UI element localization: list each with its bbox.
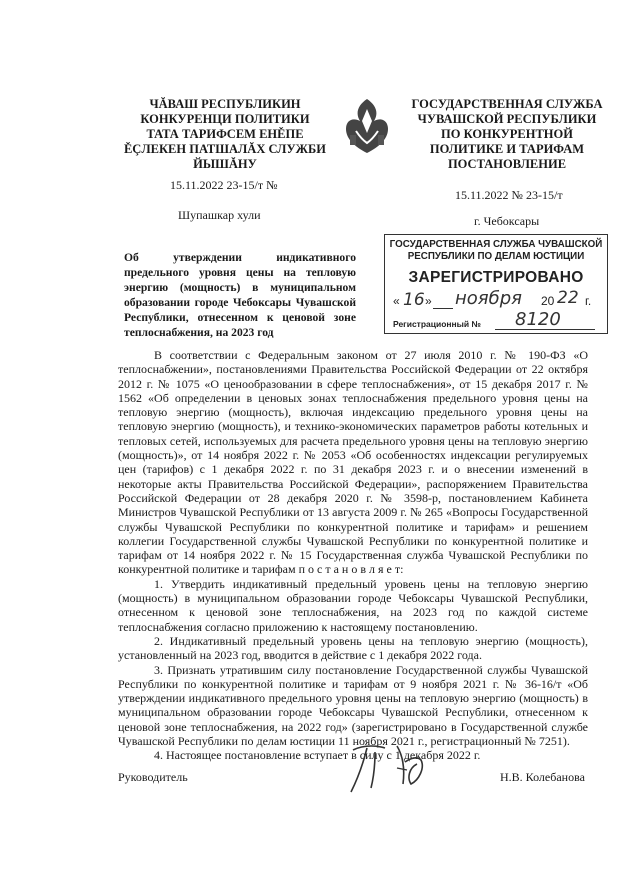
- signatory-title: Руководитель: [118, 770, 188, 784]
- header-left-date: 15.11.2022 23-15/т №: [170, 178, 278, 192]
- registration-stamp: [384, 234, 608, 334]
- header-left-city: Шупашкар хули: [178, 208, 261, 222]
- stamp-quote-open: «: [393, 294, 400, 308]
- body-paragraph: 4. Настоящее постановление вступает в силу с 1 декабря 2022 г.: [154, 748, 481, 763]
- stamp-organization: ГОСУДАРСТВЕННАЯ СЛУЖБА ЧУВАШСКОЙ РЕСПУБЛИКИ ПО ДЕЛАМ ЮСТИЦИИ: [389, 239, 603, 262]
- stamp-day: 16: [403, 290, 425, 310]
- body-paragraph: 3. Признать утратившим силу постановление Государственной службы Чувашской Республики по конкурентной политике и тарифам от 9 ноября 2021 г. № 36-16/т «Об утверждении индикативного предельного уровня цены на тепловую энергию (мощность) в муниципальном образовании городе Чебоксары Чувашской Республики, отнесенном к ценовой зоне теплоснабжения, на 2022 год» (зарегистрировано в Государственной службе Чувашской Республики по делам юстиции 11 ноября 2021 г., регистрационный № 7251).: [118, 662, 588, 749]
- stamp-year-unit: г.: [585, 294, 592, 308]
- body-paragraph: 1. Утвердить индикативный предельный уровень цены на тепловую энергию (мощность) в муниципальном образовании городе Чебоксары Чувашской Республики, отнесенном к ценовой зоне теплоснабжения, на 2023 год по каждой системе теплоснабжения согласно приложению к настоящему постановлению.: [118, 576, 588, 634]
- stamp-number-row: [391, 309, 601, 333]
- stamp-reg-label: Регистрационный №: [393, 319, 481, 329]
- emblem-icon: [338, 95, 396, 157]
- stamp-year-prefix: 20: [541, 294, 555, 308]
- handwritten-signature: [345, 738, 445, 798]
- header-left-line: ЙЫШĂНУ: [193, 157, 257, 171]
- signatory-name: Н.В. Колебанова: [500, 770, 585, 784]
- body-paragraph: В соответствии с Федеральным законом от 27 июля 2010 г. № 190-ФЗ «О теплоснабжении», постановлениями Правительства Российской Федерации от 22 октября 2012 г. № 1075 «О ценообразовании в сфере теплоснабжения», от 15 декабря 2017 г. № 1562 «Об определении в ценовых зонах теплоснабжения предельного уровня цены на тепловую энергию (мощность), включая индексацию предельного уровня цены на тепловую энергию (мощность), и технико-экономических параметров работы котельных и тепловых сетей, используемых для расчета предельного уровня цены на тепловую энергию (мощность)», от 14 ноября 2022 г. № 2053 «Об особенностях индексации регулируемых цен (тарифов) с 1 декабря 2022 г. по 31 декабря 2023 г. и о внесении изменений в некоторые акты Правительства Российской Федерации», распоряжением Правительства Российской Федерации от 28 декабря 2020 г. № 3598-р, постановлением Кабинета Министров Чувашской Республики от 13 августа 2009 г. № 265 «Вопросы Государственной службы Чувашской Республики по конкурентной политике и тарифам» и решением коллегии Государственной службы Чувашской Республики по конкурентной политике и тарифам от 14 ноября 2022 г. № 15 Государственная служба Чувашской Республики по конкурентной политике и тарифам п о с т а н о в л я е т:: [118, 348, 588, 577]
- stamp-reg-number: 8120: [515, 309, 561, 330]
- header-right-city: г. Чебоксары: [474, 214, 540, 228]
- header-left-line: ЧĂВАШ РЕСПУБЛИКИН: [149, 97, 301, 111]
- document-body: [118, 348, 588, 763]
- stamp-registered-label: ЗАРЕГИСТРИРОВАНО: [408, 269, 584, 286]
- header-right-block: [402, 97, 612, 172]
- header-left-block: [120, 97, 330, 172]
- header-left-line: ĚÇЛЕКЕН ПАТШАЛĂХ СЛУЖБИ: [123, 142, 327, 156]
- stamp-date-underline: [433, 308, 453, 309]
- stamp-month: ноября: [455, 288, 522, 309]
- header-right-line: ГОСУДАРСТВЕННАЯ СЛУЖБА: [411, 97, 603, 111]
- stamp-date-row: [391, 288, 601, 312]
- header-left-line: ТАТА ТАРИФСЕМ ЕНĚПЕ: [146, 127, 304, 141]
- header-right-line: ПОЛИТИКЕ И ТАРИФАМ: [429, 142, 585, 156]
- header-right-line: ПО КОНКУРЕНТНОЙ: [441, 127, 573, 141]
- stamp-year-suffix: 22: [557, 288, 579, 308]
- document-subject: Об утверждении индикативного предельного уровня цены на тепловую энергию (мощность) в муниципальном образовании городе Чебоксары Чувашской Республики, отнесенном к ценовой зоне теплоснабжения, на 2023 год: [124, 251, 356, 339]
- stamp-quote-close: »: [425, 294, 432, 308]
- header-left-line: КОНКУРЕНЦИ ПОЛИТИКИ: [140, 112, 310, 126]
- header-right-date: 15.11.2022 № 23-15/т: [455, 188, 563, 202]
- header-right-line: ЧУВАШСКОЙ РЕСПУБЛИКИ: [417, 112, 597, 126]
- document-type-title: ПОСТАНОВЛЕНИЕ: [447, 157, 567, 171]
- body-paragraph: 2. Индикативный предельный уровень цены на тепловую энергию (мощность), установленный на 2023 год, вводится в действие с 1 декабря 2022 года.: [118, 633, 588, 663]
